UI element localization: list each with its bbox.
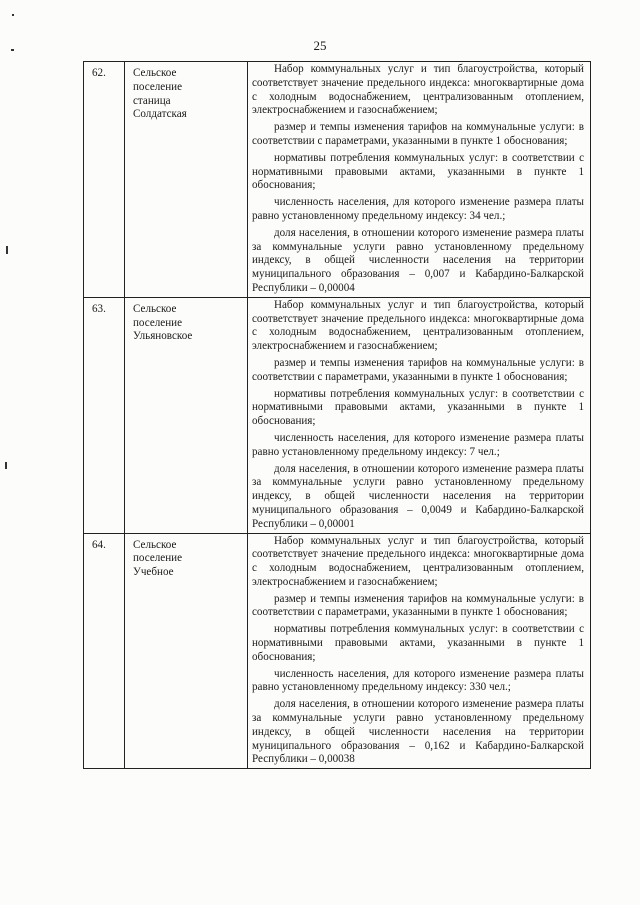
description-paragraph: численность населения, для которого изменение размера платы равно установленному предельному индексу: 7 чел.; (252, 431, 584, 458)
row-number: 64. (84, 533, 125, 769)
scan-mark (6, 246, 8, 254)
settlement-name-line: Ульяновское (133, 330, 193, 343)
description-paragraph: Набор коммунальных услуг и тип благоустройства, который соответствует значение предельного индекса: многоквартирные дома с холодным водоснабжением, централизованным отоплением, электроснабжением и газоснабжением; (252, 63, 584, 117)
settlement-name-line: поселение (133, 80, 183, 93)
table-row (84, 297, 591, 533)
scan-mark (5, 462, 7, 469)
table-row (84, 533, 591, 769)
settlement-name-line: Солдатская (133, 108, 187, 121)
description-paragraph: Набор коммунальных услуг и тип благоустройства, который соответствует значение предельного индекса: многоквартирные дома с холодным водоснабжением, централизованным отоплением, электроснабжением и газоснабжением; (252, 534, 584, 588)
settlement-name (125, 533, 248, 769)
settlement-name-line: станица (133, 94, 171, 107)
description-paragraph: численность населения, для которого изменение размера платы равно установленному предельному индексу: 330 чел.; (252, 667, 584, 694)
settlement-name-line: Учебное (133, 566, 174, 579)
description-paragraph: доля населения, в отношении которого изменение размера платы за коммунальные услуги равно установленному предельному индексу, в общей численности населения на территории муниципального образования – 0,007 и Кабардино-Балкарской Республики – 0,00004 (252, 226, 584, 294)
row-number: 62. (84, 62, 125, 298)
settlement-name-line: Сельское (133, 538, 177, 551)
row-number: 63. (84, 297, 125, 533)
table-row (84, 62, 591, 298)
settlement-name-line: поселение (133, 316, 183, 329)
scan-mark (12, 14, 14, 16)
row-description (248, 62, 591, 298)
description-paragraph: нормативы потребления коммунальных услуг: в соответствии с нормативными правовыми актами, указанными в пункте 1 обоснования; (252, 623, 584, 663)
row-description (248, 533, 591, 769)
description-paragraph: Набор коммунальных услуг и тип благоустройства, который соответствует значение предельного индекса: многоквартирные дома с холодным водоснабжением, централизованным отоплением, электроснабжением и газоснабжением; (252, 298, 584, 353)
description-paragraph: доля населения, в отношении которого изменение размера платы за коммунальные услуги равно установленному предельному индексу, в общей численности населения на территории муниципального образования – 0,0049 и Кабардино-Балкарской Республики – 0,00001 (252, 462, 584, 530)
settlement-name-line: Сельское (133, 67, 177, 79)
description-paragraph: доля населения, в отношении которого изменение размера платы за коммунальные услуги равно установленному предельному индексу, в общей численности населения на территории муниципального образования – 0,162 и Кабардино-Балкарской Республики – 0,00038 (252, 698, 584, 766)
settlements-table (83, 61, 591, 769)
settlement-name (125, 62, 248, 298)
description-paragraph: размер и темпы изменения тарифов на коммунальные услуги: в соответствии с параметрами, указанными в пункте 1 обоснования; (252, 356, 584, 383)
description-paragraph: размер и темпы изменения тарифов на коммунальные услуги: в соответствии с параметрами, указанными в пункте 1 обоснования; (252, 592, 584, 619)
scan-mark (11, 49, 14, 51)
description-paragraph: размер и темпы изменения тарифов на коммунальные услуги: в соответствии с параметрами, указанными в пункте 1 обоснования; (252, 121, 584, 147)
description-paragraph: численность населения, для которого изменение размера платы равно установленному предельному индексу: 34 чел.; (252, 196, 584, 222)
description-paragraph: нормативы потребления коммунальных услуг: в соответствии с нормативными правовыми актами, указанными в пункте 1 обоснования; (252, 387, 584, 428)
settlement-name-line: Сельское (133, 302, 177, 315)
description-paragraph: нормативы потребления коммунальных услуг: в соответствии с нормативными правовыми актами, указанными в пункте 1 обоснования; (252, 151, 584, 192)
settlement-name (125, 297, 248, 533)
page-number: 25 (313, 38, 327, 53)
settlement-name-line: поселение (133, 552, 183, 565)
row-description (248, 297, 591, 533)
